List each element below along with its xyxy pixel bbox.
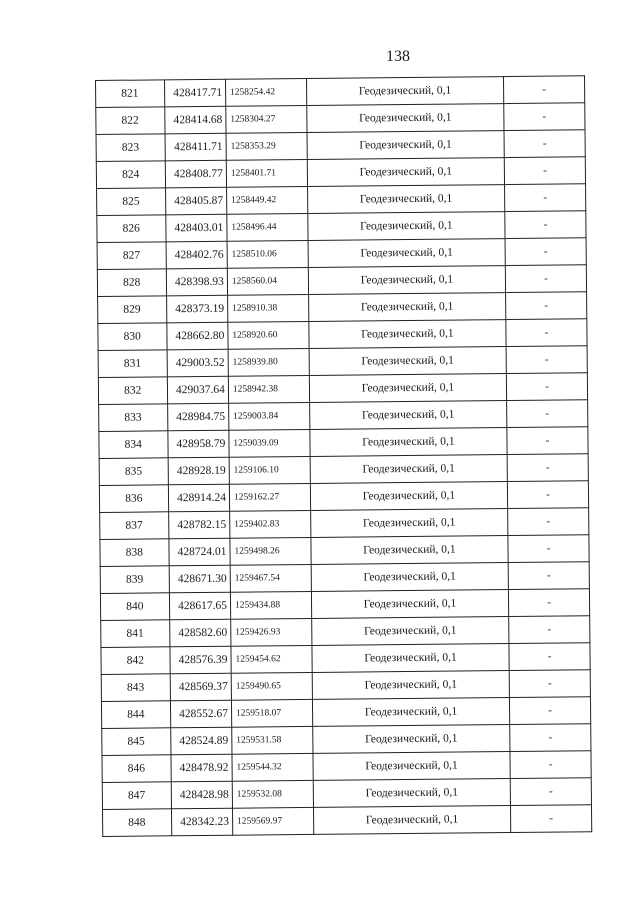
value-cell: - [509,616,590,644]
x-coordinate-cell: 428662.80 [166,322,228,350]
y-coordinate-cell: 1259544.32 [232,753,313,781]
method-accuracy-cell: Геодезический, 0,1 [309,401,507,430]
point-number-cell: 845 [102,728,171,756]
x-coordinate-cell: 428402.76 [166,241,228,269]
point-number-cell: 826 [97,215,166,243]
y-coordinate-cell: 1259531.58 [232,726,313,754]
point-number-cell: 839 [100,566,169,594]
method-accuracy-cell: Геодезический, 0,1 [307,185,505,214]
value-cell: - [510,697,591,725]
value-cell: - [509,643,590,671]
method-accuracy-cell: Геодезический, 0,1 [310,428,508,457]
point-number-cell: 830 [98,323,167,351]
y-coordinate-cell: 1258353.29 [226,132,307,160]
x-coordinate-cell: 429003.52 [167,349,229,377]
method-accuracy-cell: Геодезический, 0,1 [311,563,509,592]
point-number-cell: 833 [99,404,168,432]
method-accuracy-cell: Геодезический, 0,1 [308,239,506,268]
y-coordinate-cell: 1258910.38 [227,294,308,322]
point-number-cell: 821 [96,80,165,108]
coordinates-table-container [95,75,594,837]
x-coordinate-cell: 428984.75 [167,403,229,431]
x-coordinate-cell: 428373.19 [166,295,228,323]
method-accuracy-cell: Геодезический, 0,1 [309,374,507,403]
point-number-cell: 824 [96,161,165,189]
point-number-cell: 848 [103,809,172,837]
value-cell: - [506,319,587,347]
coordinates-table-body [96,76,592,837]
value-cell: - [507,454,588,482]
y-coordinate-cell: 1258496.44 [227,213,308,241]
point-number-cell: 843 [101,674,170,702]
value-cell: - [508,535,589,563]
value-cell: - [506,346,587,374]
value-cell: - [509,670,590,698]
value-cell: - [508,562,589,590]
point-number-cell: 832 [98,377,167,405]
method-accuracy-cell: Геодезический, 0,1 [308,293,506,322]
y-coordinate-cell: 1259162.27 [229,483,310,511]
method-accuracy-cell: Геодезический, 0,1 [309,347,507,376]
value-cell: - [504,130,585,158]
x-coordinate-cell: 428552.67 [170,700,232,728]
y-coordinate-cell: 1259039.09 [229,429,310,457]
y-coordinate-cell: 1258560.04 [227,267,308,295]
point-number-cell: 836 [99,485,168,513]
point-number-cell: 844 [101,701,170,729]
point-number-cell: 825 [97,188,166,216]
y-coordinate-cell: 1259106.10 [229,456,310,484]
point-number-cell: 822 [96,107,165,135]
y-coordinate-cell: 1258920.60 [228,321,309,349]
x-coordinate-cell: 428617.65 [169,592,231,620]
method-accuracy-cell: Геодезический, 0,1 [310,455,508,484]
point-number-cell: 846 [102,755,171,783]
y-coordinate-cell: 1258401.71 [226,159,307,187]
x-coordinate-cell: 428914.24 [168,484,230,512]
point-number-cell: 842 [101,647,170,675]
x-coordinate-cell: 428405.87 [165,187,227,215]
value-cell: - [504,157,585,185]
y-coordinate-cell: 1258449.42 [226,186,307,214]
x-coordinate-cell: 428671.30 [169,565,231,593]
value-cell: - [511,805,592,833]
point-number-cell: 831 [98,350,167,378]
method-accuracy-cell: Геодезический, 0,1 [307,131,505,160]
y-coordinate-cell: 1259532.08 [232,780,313,808]
point-number-cell: 827 [97,242,166,270]
y-coordinate-cell: 1258254.42 [225,78,306,106]
point-number-cell: 829 [98,296,167,324]
x-coordinate-cell: 428417.71 [164,79,226,107]
x-coordinate-cell: 428428.98 [171,781,233,809]
value-cell: - [507,400,588,428]
method-accuracy-cell: Геодезический, 0,1 [310,509,508,538]
x-coordinate-cell: 428411.71 [165,133,227,161]
y-coordinate-cell: 1258304.27 [226,105,307,133]
point-number-cell: 834 [99,431,168,459]
point-number-cell: 840 [100,593,169,621]
method-accuracy-cell: Геодезический, 0,1 [313,779,511,808]
value-cell: - [505,238,586,266]
method-accuracy-cell: Геодезический, 0,1 [312,644,510,673]
value-cell: - [510,778,591,806]
x-coordinate-cell: 428403.01 [165,214,227,242]
x-coordinate-cell: 428478.92 [171,754,233,782]
method-accuracy-cell: Геодезический, 0,1 [312,698,510,727]
x-coordinate-cell: 429037.64 [167,376,229,404]
value-cell: - [506,373,587,401]
value-cell: - [504,103,585,131]
method-accuracy-cell: Геодезический, 0,1 [311,536,509,565]
method-accuracy-cell: Геодезический, 0,1 [306,104,504,133]
method-accuracy-cell: Геодезический, 0,1 [307,158,505,187]
y-coordinate-cell: 1258939.80 [228,348,309,376]
method-accuracy-cell: Геодезический, 0,1 [313,752,511,781]
method-accuracy-cell: Геодезический, 0,1 [311,590,509,619]
y-coordinate-cell: 1258942.38 [228,375,309,403]
y-coordinate-cell: 1259426.93 [231,618,312,646]
point-number-cell: 847 [102,782,171,810]
y-coordinate-cell: 1259434.88 [230,591,311,619]
page-number: 138 [386,48,410,65]
x-coordinate-cell: 428569.37 [170,673,232,701]
method-accuracy-cell: Геодезический, 0,1 [306,77,504,106]
point-number-cell: 828 [97,269,166,297]
y-coordinate-cell: 1259498.26 [230,537,311,565]
method-accuracy-cell: Геодезический, 0,1 [313,806,511,835]
x-coordinate-cell: 428414.68 [164,106,226,134]
method-accuracy-cell: Геодезический, 0,1 [308,266,506,295]
value-cell: - [504,76,585,104]
y-coordinate-cell: 1259003.84 [229,402,310,430]
y-coordinate-cell: 1259467.54 [230,564,311,592]
x-coordinate-cell: 428582.60 [169,619,231,647]
point-number-cell: 835 [99,458,168,486]
point-number-cell: 837 [100,512,169,540]
point-number-cell: 823 [96,134,165,162]
x-coordinate-cell: 428724.01 [168,538,230,566]
value-cell: - [508,508,589,536]
y-coordinate-cell: 1259402.83 [230,510,311,538]
x-coordinate-cell: 428524.89 [170,727,232,755]
x-coordinate-cell: 428408.77 [165,160,227,188]
x-coordinate-cell: 428576.39 [169,646,231,674]
y-coordinate-cell: 1259454.62 [231,645,312,673]
x-coordinate-cell: 428398.93 [166,268,228,296]
value-cell: - [509,589,590,617]
point-number-cell: 838 [100,539,169,567]
point-number-cell: 841 [101,620,170,648]
method-accuracy-cell: Геодезический, 0,1 [310,482,508,511]
method-accuracy-cell: Геодезический, 0,1 [308,212,506,241]
y-coordinate-cell: 1259569.97 [232,807,313,835]
method-accuracy-cell: Геодезический, 0,1 [311,617,509,646]
method-accuracy-cell: Геодезический, 0,1 [312,725,510,754]
value-cell: - [507,427,588,455]
x-coordinate-cell: 428342.23 [171,808,233,836]
value-cell: - [508,481,589,509]
y-coordinate-cell: 1258510.06 [227,240,308,268]
value-cell: - [505,211,586,239]
y-coordinate-cell: 1259490.65 [231,672,312,700]
method-accuracy-cell: Геодезический, 0,1 [309,320,507,349]
value-cell: - [505,184,586,212]
method-accuracy-cell: Геодезический, 0,1 [312,671,510,700]
value-cell: - [510,724,591,752]
value-cell: - [506,292,587,320]
value-cell: - [510,751,591,779]
coordinates-table [95,75,592,837]
x-coordinate-cell: 428928.19 [168,457,230,485]
value-cell: - [505,265,586,293]
table-row [103,805,592,837]
y-coordinate-cell: 1259518.07 [231,699,312,727]
x-coordinate-cell: 428782.15 [168,511,230,539]
x-coordinate-cell: 428958.79 [167,430,229,458]
